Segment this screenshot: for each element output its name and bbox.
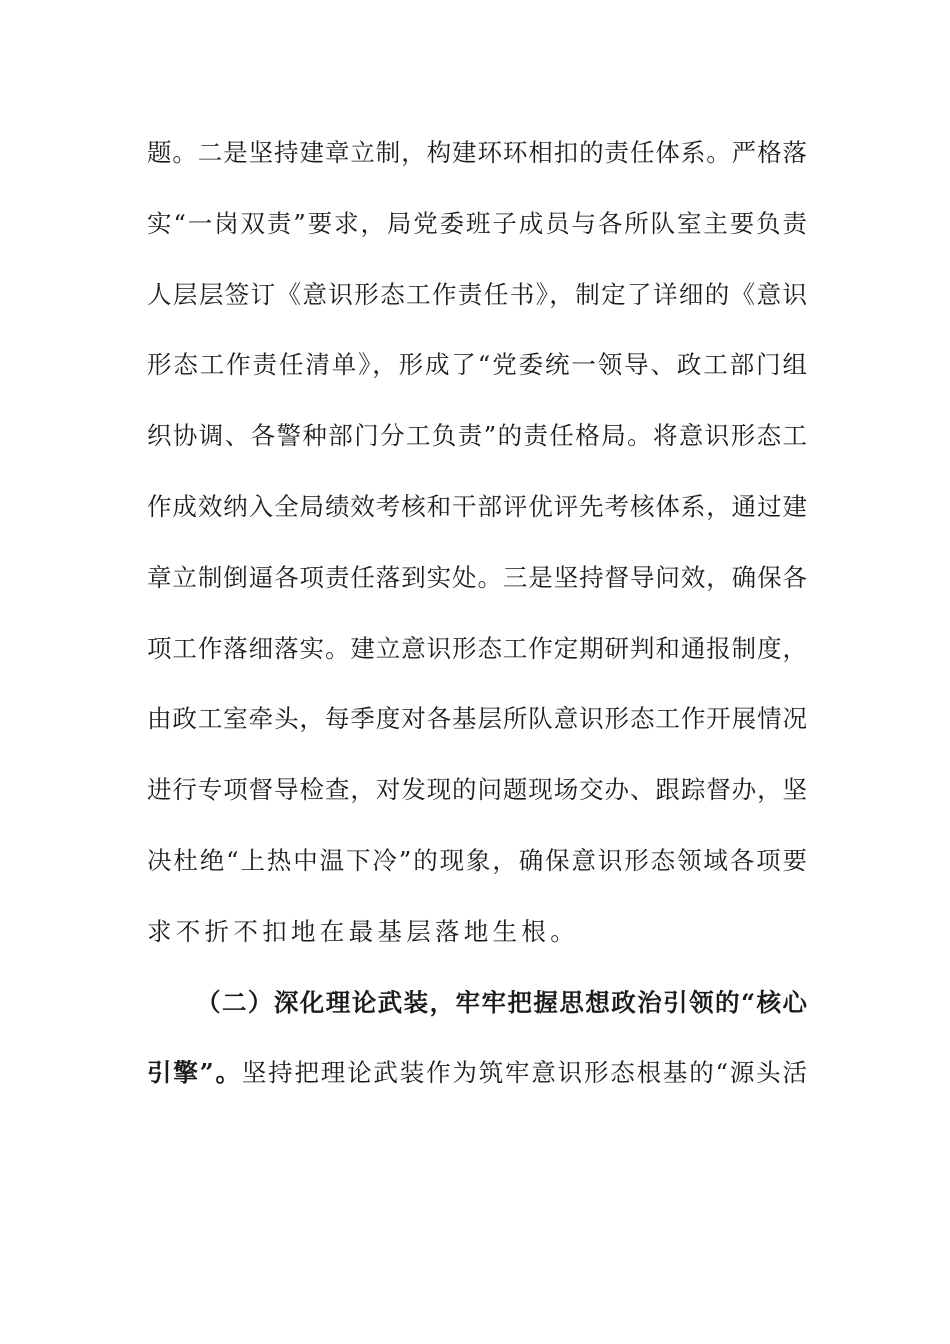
text-line: 题。二是坚持建章立制，构建环环相扣的责任体系。严格落 <box>147 138 807 167</box>
text-line: 求不折不扣地在最基层落地生根。 <box>147 916 579 946</box>
section-text: 坚持把理论武装作为筑牢意识形态根基的“源头活 <box>241 1058 807 1088</box>
text-line: 进行专项督导检查，对发现的问题现场交办、跟踪督办，坚 <box>147 775 807 805</box>
section-heading-end: 引擎”。 <box>147 1058 242 1088</box>
text-line: 决杜绝“上热中温下冷”的现象，确保意识形态领域各项要 <box>147 845 807 875</box>
text-line <box>147 1050 807 1121</box>
text-line: 由政工室牵头，每季度对各基层所队意识形态工作开展情况 <box>147 704 807 734</box>
text-line: 章立制倒逼各项责任落到实处。三是坚持督导问效，确保各 <box>147 562 807 592</box>
text-line: 作成效纳入全局绩效考核和干部评优评先考核体系，通过建 <box>147 491 807 521</box>
section-heading: （二）深化理论武装，牢牢把握思想政治引领的“核心 <box>196 987 807 1017</box>
text-line: 实“一岗双责”要求，局党委班子成员与各所队室主要负责 <box>147 208 807 238</box>
text-line: 人层层签订《意识形态工作责任书》，制定了详细的《意识 <box>147 279 807 309</box>
text-line: 织协调、各警种部门分工负责”的责任格局。将意识形态工 <box>147 421 807 451</box>
text-line: 项工作落细落实。建立意识形态工作定期研判和通报制度， <box>147 633 807 663</box>
text-line: 形态工作责任清单》，形成了“党委统一领导、政工部门组 <box>147 350 807 380</box>
body-text <box>147 130 807 1121</box>
